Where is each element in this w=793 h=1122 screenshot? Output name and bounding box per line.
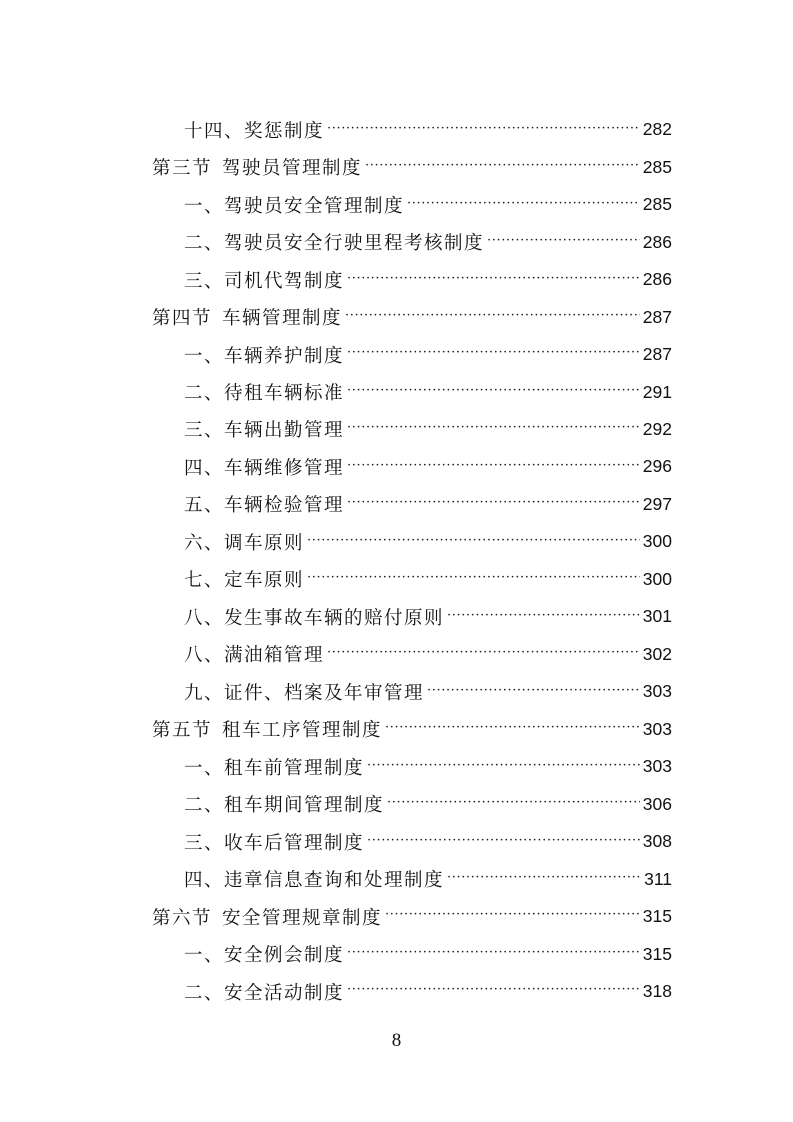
- toc-entry-title: 一、租车前管理制度: [184, 757, 365, 779]
- toc-dot-leader: [365, 156, 640, 178]
- toc-entry[interactable]: [152, 486, 672, 523]
- toc-page-number: 300: [642, 568, 672, 589]
- toc-entry-title: 三、车辆出勤管理: [184, 420, 345, 442]
- toc-page-number: 286: [642, 231, 672, 252]
- toc-dot-leader: [347, 493, 640, 515]
- toc-entry-title: 六、调车原则: [184, 532, 305, 554]
- toc-section-number: 第四节: [152, 308, 213, 330]
- toc-entry[interactable]: [152, 673, 672, 710]
- toc-entry-title: 七、定车原则: [184, 570, 305, 592]
- toc-page-number: 287: [642, 306, 672, 327]
- toc-entry-title: 二、租车期间管理制度: [184, 795, 385, 817]
- toc-section-heading[interactable]: [152, 298, 672, 335]
- toc-entry[interactable]: [152, 448, 672, 485]
- toc-entry-title: 三、收车后管理制度: [184, 832, 365, 854]
- toc-section-heading[interactable]: [152, 898, 672, 935]
- toc-entry[interactable]: [152, 411, 672, 448]
- toc-entry-title: 四、违章信息查询和处理制度: [184, 870, 445, 892]
- toc-section-heading[interactable]: [152, 148, 672, 185]
- toc-entry[interactable]: [152, 186, 672, 223]
- toc-page-number: 300: [642, 531, 672, 552]
- toc-page-number: 296: [642, 456, 672, 477]
- toc-page-number: 286: [642, 269, 672, 290]
- toc-page-number: 297: [642, 493, 672, 514]
- toc-page-number: 303: [642, 718, 672, 739]
- toc-entry-title: 一、安全例会制度: [184, 945, 345, 967]
- toc-dot-leader: [327, 643, 640, 665]
- toc-entry[interactable]: [152, 373, 672, 410]
- toc-page-number: 285: [642, 194, 672, 215]
- toc-entry-title: 驾驶员管理制度: [222, 158, 363, 180]
- toc-page-number: 306: [642, 793, 672, 814]
- toc-entry[interactable]: [152, 111, 672, 148]
- toc-page-number: 302: [642, 643, 672, 664]
- toc-entry-title: 三、司机代驾制度: [184, 270, 345, 292]
- toc-dot-leader: [367, 831, 640, 853]
- toc-entry-title: 二、安全活动制度: [184, 982, 345, 1004]
- toc-dot-leader: [347, 418, 640, 440]
- toc-dot-leader: [345, 306, 640, 328]
- toc-dot-leader: [347, 343, 640, 365]
- toc-entry[interactable]: [152, 261, 672, 298]
- toc-entry-title: 一、驾驶员安全管理制度: [184, 195, 405, 217]
- toc-section-number: 第三节: [152, 158, 213, 180]
- toc-entry-title: 安全管理规章制度: [222, 907, 383, 929]
- toc-section-number: 第六节: [152, 907, 213, 929]
- toc-page-number: 318: [642, 981, 672, 1002]
- toc-dot-leader: [347, 456, 640, 478]
- toc-dot-leader: [387, 793, 640, 815]
- toc-entry-title: 车辆管理制度: [222, 308, 343, 330]
- toc-entry[interactable]: [152, 636, 672, 673]
- toc-page-number: 303: [642, 756, 672, 777]
- toc-entry[interactable]: [152, 860, 672, 897]
- toc-entry[interactable]: [152, 748, 672, 785]
- toc-entry[interactable]: [152, 561, 672, 598]
- toc-entry[interactable]: [152, 823, 672, 860]
- toc-dot-leader: [407, 194, 640, 216]
- toc-dot-leader: [347, 943, 640, 965]
- toc-entry[interactable]: [152, 785, 672, 822]
- toc-page-number: 287: [642, 344, 672, 365]
- toc-dot-leader: [347, 980, 640, 1002]
- toc-entry-title: 五、车辆检验管理: [184, 495, 345, 517]
- toc-dot-leader: [487, 231, 640, 253]
- toc-entry-title: 四、车辆维修管理: [184, 457, 345, 479]
- toc-dot-leader: [447, 868, 640, 890]
- table-of-contents: [152, 111, 672, 1010]
- toc-page-number: 282: [642, 119, 672, 140]
- toc-entry[interactable]: [152, 223, 672, 260]
- toc-entry[interactable]: [152, 336, 672, 373]
- toc-dot-leader: [307, 531, 640, 553]
- toc-page-number: 308: [642, 831, 672, 852]
- toc-page-number: 292: [642, 418, 672, 439]
- toc-page-number: 303: [642, 681, 672, 702]
- toc-entry-title: 八、发生事故车辆的赔付原则: [184, 607, 445, 629]
- toc-entry-title: 租车工序管理制度: [222, 720, 383, 742]
- toc-entry-title: 一、车辆养护制度: [184, 345, 345, 367]
- toc-dot-leader: [385, 905, 640, 927]
- toc-section-heading[interactable]: [152, 711, 672, 748]
- toc-entry[interactable]: [152, 973, 672, 1010]
- toc-dot-leader: [447, 606, 640, 628]
- toc-dot-leader: [385, 718, 640, 740]
- toc-entry-title: 九、证件、档案及年审管理: [184, 682, 425, 704]
- toc-section-number: 第五节: [152, 720, 213, 742]
- toc-page-number: 291: [642, 381, 672, 402]
- toc-dot-leader: [427, 681, 640, 703]
- toc-dot-leader: [347, 269, 640, 291]
- toc-entry-title: 八、满油箱管理: [184, 645, 325, 667]
- toc-entry-title: 二、待租车辆标准: [184, 383, 345, 405]
- toc-page-number: 315: [642, 943, 672, 964]
- toc-page-number: 315: [642, 906, 672, 927]
- toc-entry[interactable]: [152, 523, 672, 560]
- toc-entry-title: 二、驾驶员安全行驶里程考核制度: [184, 233, 485, 255]
- page-number: 8: [391, 1030, 402, 1051]
- toc-page-number: 285: [642, 156, 672, 177]
- toc-page-number: 311: [644, 868, 672, 889]
- toc-entry[interactable]: [152, 598, 672, 635]
- toc-dot-leader: [367, 756, 640, 778]
- toc-dot-leader: [347, 381, 640, 403]
- toc-page-number: 301: [642, 606, 672, 627]
- toc-entry-title: 十四、奖惩制度: [184, 120, 325, 142]
- toc-dot-leader: [307, 568, 640, 590]
- toc-entry[interactable]: [152, 935, 672, 972]
- toc-dot-leader: [327, 119, 640, 141]
